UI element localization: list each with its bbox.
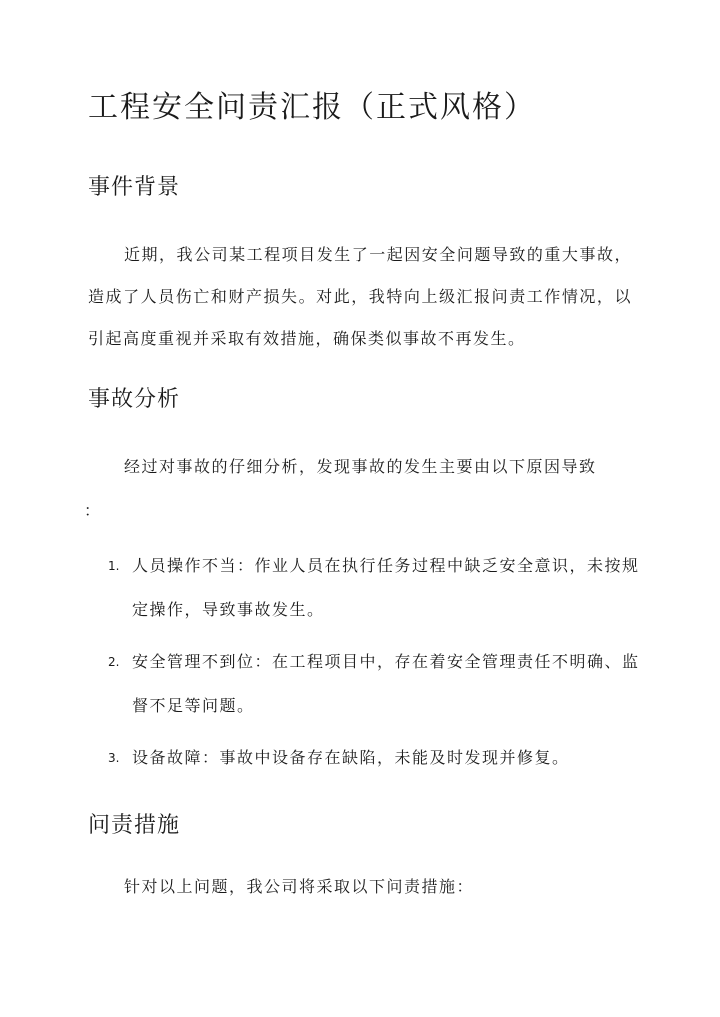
- cause-list: [88, 544, 648, 788]
- list-item: [88, 736, 648, 780]
- analysis-paragraph: 经过对事故的仔细分析，发现事故的发生主要由以下原因导致: [124, 457, 597, 476]
- list-number: 3.: [108, 751, 120, 765]
- background-paragraph: 近期，我公司某工程项目发生了一起因安全问题导致的重大事故，造成了人员伤亡和财产损失。对此，我特向上级汇报问责工作情况，以引起高度重视并采取有效措施，确保类似事故不再发生。: [88, 245, 632, 348]
- list-item: [88, 640, 648, 728]
- document-title: 工程安全问责汇报（正式风格）: [88, 90, 536, 125]
- measures-paragraph: 针对以上问题，我公司将采取以下问责措施：: [124, 877, 475, 896]
- list-item-text: 人员操作不当：作业人员在执行任务过程中缺乏安全意识，未按规定操作，导致事故发生。: [132, 556, 640, 619]
- list-item-text: 安全管理不到位：在工程项目中，存在着安全管理责任不明确、监督不足等问题。: [132, 652, 640, 715]
- section-heading-measures: 问责措施: [88, 813, 181, 838]
- list-number: 1.: [108, 559, 120, 573]
- analysis-paragraph-continuation: ：: [84, 501, 102, 520]
- list-number: 2.: [108, 655, 120, 669]
- section-heading-analysis: 事故分析: [88, 387, 181, 412]
- list-item: [88, 544, 648, 632]
- list-item-text: 设备故障：事故中设备存在缺陷，未能及时发现并修复。: [132, 748, 570, 767]
- section-heading-background: 事件背景: [88, 175, 181, 200]
